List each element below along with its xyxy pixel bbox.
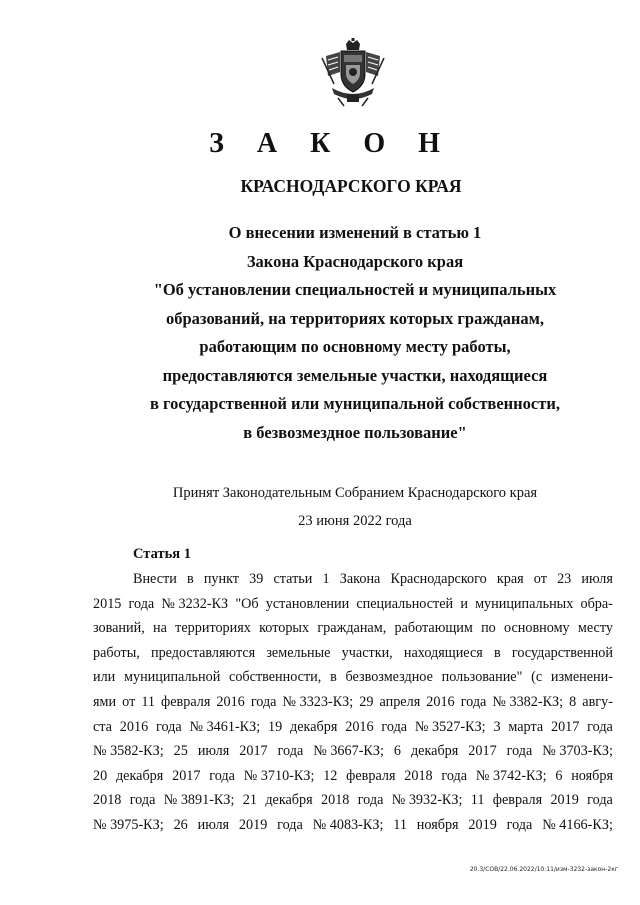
article-line: [93, 764, 613, 789]
article-word: года: [506, 743, 533, 760]
article-word: № 3461-КЗ;: [189, 718, 261, 735]
article-word: года: [128, 595, 155, 612]
article-word: 2017: [550, 718, 580, 735]
document-footer-code: 20.3/СОВ/22.06.2022/10:11/изм-3232-закон-2кг: [469, 866, 618, 873]
article-word: работы,: [93, 644, 140, 661]
article-word: на: [153, 620, 167, 637]
article-line: [93, 690, 613, 715]
article-word: "Об: [235, 595, 259, 612]
article-word: 2016: [119, 718, 149, 735]
article-word: № 4166-КЗ;: [542, 816, 613, 833]
article-line: [93, 788, 613, 813]
article-word: ноября: [416, 816, 459, 833]
article-word: или: [93, 669, 116, 686]
article-word: 2016: [426, 693, 455, 710]
article-word: авгу-: [582, 693, 613, 710]
article-word: в: [186, 571, 194, 587]
article-word: 2017: [468, 743, 497, 760]
article-word: № 3710-КЗ;: [243, 767, 315, 784]
article-word: года: [381, 718, 408, 735]
title-line: в государственной или муниципальной собственности,: [149, 394, 560, 413]
article-word: № 3891-КЗ;: [163, 792, 235, 809]
title-line: образований, на территориях которых гражданам,: [165, 308, 545, 328]
article-word: 11: [393, 816, 407, 833]
article-word: в: [493, 644, 501, 661]
article-word: обра-: [580, 595, 613, 612]
article-word: предоставляются: [150, 644, 256, 661]
article-word: безвозмездное: [345, 669, 433, 686]
article-word: 2017: [172, 767, 201, 784]
article-word: 2018: [321, 792, 350, 809]
article-word: 8: [569, 693, 577, 710]
article-word: № 3975-КЗ;: [93, 816, 164, 833]
article-word: от: [122, 693, 136, 710]
article-word: 2018: [404, 767, 433, 784]
title-line: О внесении изменений в статью 1: [228, 223, 482, 242]
region-heading: КРАСНОДАРСКОГО КРАЯ: [240, 176, 462, 196]
article-word: собственности,: [229, 669, 322, 686]
article-word: Краснодарского: [390, 571, 487, 587]
article-line: [93, 739, 613, 764]
title-line: предоставляются земельные участки, находящиеся: [162, 365, 548, 385]
article-word: года: [441, 767, 468, 784]
article-word: № 3323-КЗ;: [282, 693, 354, 710]
article-word: находящиеся: [403, 644, 483, 661]
adoption-date: 23 июня 2022 года: [298, 513, 412, 529]
article-word: от: [533, 571, 547, 587]
article-word: № 3232-КЗ: [161, 595, 229, 612]
article-word: 6: [393, 743, 401, 760]
article-word: 2018: [93, 792, 122, 809]
article-word: № 3667-КЗ;: [313, 743, 384, 760]
article-word: и: [460, 595, 468, 612]
adoption-body: Принят Законодательным Собранием Краснодарского края: [172, 485, 538, 501]
article-word: № 3932-КЗ;: [391, 792, 463, 809]
article-word: 12: [323, 767, 338, 784]
article-word: пункт: [203, 571, 239, 587]
article-word: 6: [555, 767, 563, 784]
article-word: территориях: [175, 620, 251, 637]
article-word: июля: [197, 743, 230, 760]
article-word: декабря: [410, 743, 459, 760]
article-word: участки,: [341, 644, 393, 661]
article-line: [93, 567, 613, 592]
article-word: 2016: [216, 693, 245, 710]
article-word: 2015: [93, 595, 122, 612]
article-word: марта: [508, 718, 544, 735]
article-word: года: [460, 693, 487, 710]
article-line: [93, 616, 613, 641]
article-word: государственной: [511, 644, 613, 661]
article-word: года: [277, 743, 304, 760]
article-word: № 3582-КЗ;: [93, 743, 164, 760]
article-word: апреля: [379, 693, 421, 710]
article-word: основному: [504, 620, 570, 637]
article-word: 2019: [468, 816, 497, 833]
article-word: года: [357, 792, 384, 809]
article-word: 2019: [238, 816, 268, 833]
article-word: установлении: [265, 595, 350, 612]
article-word: февраля: [346, 767, 396, 784]
article-word: № 3703-КЗ;: [542, 743, 613, 760]
title-line: Закона Краснодарского края: [246, 251, 464, 271]
article-word: земельные: [266, 644, 331, 661]
article-word: года: [587, 718, 613, 735]
article-word: 2017: [239, 743, 268, 760]
article-line: [93, 715, 613, 740]
article-word: февраля: [161, 693, 211, 710]
article-word: года: [506, 816, 533, 833]
article-word: муниципальных: [475, 595, 574, 612]
article-word: ями: [93, 693, 117, 710]
article-word: декабря: [265, 792, 313, 809]
article-word: июля: [197, 816, 230, 833]
article-word: года: [250, 693, 277, 710]
article-word: специальностей: [356, 595, 454, 612]
article-word: № 3742-КЗ;: [475, 767, 547, 784]
article-word: 2016: [345, 718, 374, 735]
article-word: года: [209, 767, 235, 784]
article-word: 20: [93, 767, 108, 784]
article-word: года: [277, 816, 303, 833]
article-body: [93, 567, 613, 838]
article-word: изменени-: [550, 669, 613, 686]
article-word: года: [587, 792, 613, 809]
article-word: ста: [93, 718, 112, 735]
article-word: зований,: [93, 620, 145, 637]
article-word: года: [156, 718, 182, 735]
article-word: Внести: [133, 571, 177, 587]
coat-of-arms-icon: [318, 38, 388, 108]
article-word: № 3382-КЗ;: [492, 693, 564, 710]
article-word: 3: [493, 718, 501, 735]
article-line: [93, 813, 613, 838]
title-line: "Об установлении специальностей и муниципальных: [153, 280, 557, 299]
article-word: края: [496, 571, 524, 587]
law-title: [120, 219, 590, 447]
article-word: муниципальной: [124, 669, 221, 686]
article-line: [93, 592, 613, 617]
adoption-info: [120, 479, 590, 535]
article-word: 11: [470, 792, 485, 809]
article-word: ноября: [571, 767, 613, 784]
article-word: 2019: [550, 792, 579, 809]
article-word: 29: [359, 693, 374, 710]
article-word: Закона: [339, 571, 381, 587]
article-word: декабря: [115, 767, 164, 784]
article-word: пользование": [441, 669, 523, 686]
article-word: 1: [322, 571, 330, 587]
article-word: года: [129, 792, 156, 809]
article-word: по: [481, 620, 496, 637]
article-word: 26: [173, 816, 188, 833]
article-word: февраля: [492, 792, 543, 809]
article-word: месту: [577, 620, 613, 637]
title-line: в безвозмездное пользование": [243, 422, 467, 442]
article-word: 19: [268, 718, 283, 735]
article-word: июля: [581, 571, 613, 587]
article-word: гражданам,: [317, 620, 387, 637]
article-word: № 3527-КЗ;: [414, 718, 486, 735]
article-word: работающим: [394, 620, 473, 637]
document-type-heading: З А К О Н: [209, 128, 453, 159]
article-heading: Статья 1: [133, 546, 191, 562]
article-word: 23: [557, 571, 572, 587]
article-word: статьи: [273, 571, 313, 587]
article-word: 11: [141, 693, 155, 710]
article-word: № 4083-КЗ;: [312, 816, 384, 833]
article-word: которых: [259, 620, 310, 637]
article-line: [93, 641, 613, 666]
article-word: в: [330, 669, 337, 686]
article-word: декабря: [290, 718, 338, 735]
article-word: 39: [249, 571, 264, 587]
title-line: работающим по основному месту работы,: [199, 337, 511, 356]
article-word: 21: [242, 792, 257, 809]
article-word: 25: [173, 743, 188, 760]
article-line: [93, 665, 613, 690]
article-word: (с: [531, 669, 543, 686]
